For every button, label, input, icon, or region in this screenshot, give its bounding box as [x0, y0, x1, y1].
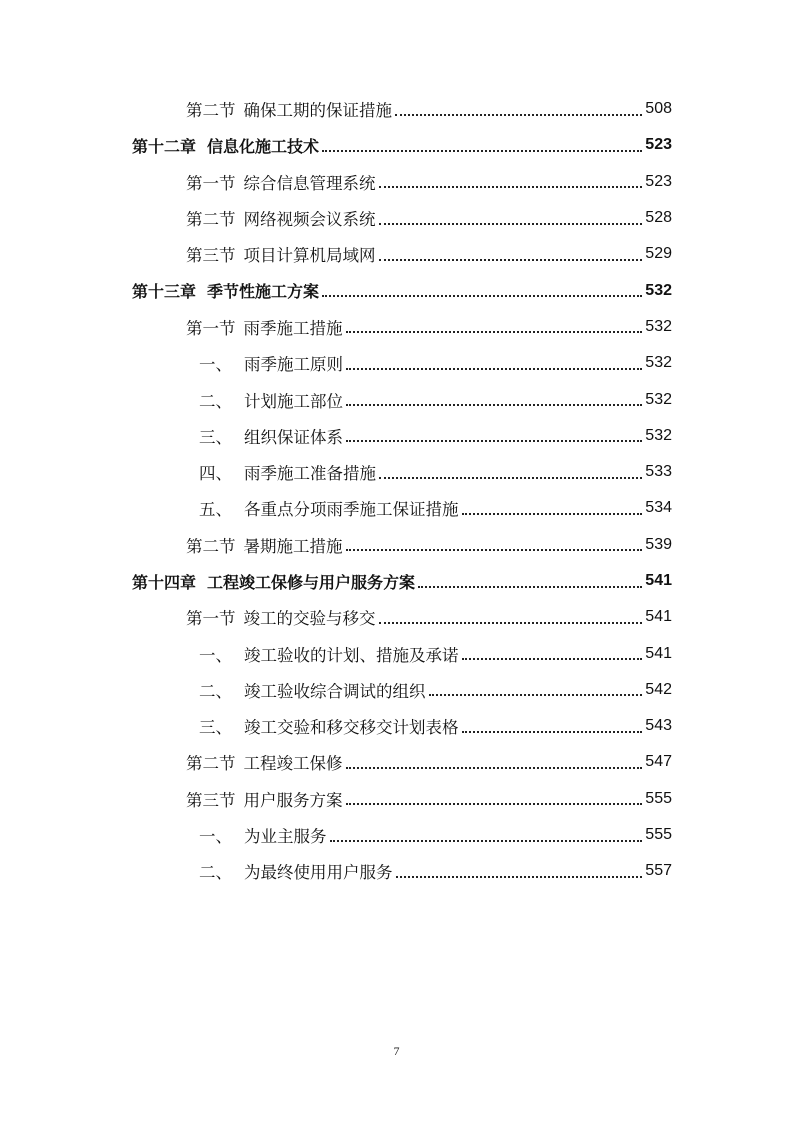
toc-entry-text: 雨季施工原则: [244, 355, 343, 375]
toc-entry-number: 二、: [199, 391, 232, 411]
toc-entry-number: 第二节: [186, 210, 236, 230]
toc-entry-number: 三、: [199, 427, 232, 447]
toc-entry-page: 547: [645, 753, 672, 771]
toc-entry-text: 暑期施工措施: [243, 536, 343, 556]
toc-entry-title: [186, 605, 376, 629]
toc-entry-text: 用户服务方案: [243, 790, 343, 810]
dot-leader: [322, 294, 642, 297]
dot-leader: [379, 258, 643, 261]
toc-entry-page: 528: [645, 209, 672, 227]
toc-entry-title: [199, 823, 327, 847]
dot-leader: [379, 621, 643, 624]
toc-entry-title: [199, 642, 459, 666]
toc-entry-chapter[interactable]: [0, 563, 793, 599]
toc-entry-section[interactable]: [0, 309, 793, 345]
dot-leader: [462, 730, 643, 733]
dot-leader: [395, 113, 642, 116]
toc-entry-title: [199, 714, 459, 738]
toc-entry-number: 第二节: [186, 101, 236, 121]
toc-entry-item[interactable]: [0, 454, 793, 490]
dot-leader: [346, 367, 642, 370]
dot-leader: [379, 222, 643, 225]
toc-entry-page: 532: [645, 426, 672, 444]
toc-entry-page: 508: [645, 100, 672, 118]
dot-leader: [346, 439, 642, 442]
toc-entry-text: 确保工期的保证措施: [243, 101, 392, 121]
toc-entry-section[interactable]: [0, 164, 793, 200]
toc-entry-title: [199, 496, 459, 520]
toc-entry-title: [132, 570, 415, 593]
dot-leader: [346, 802, 643, 805]
toc-entry-page: 555: [645, 789, 672, 807]
toc-entry-title: [186, 750, 343, 774]
toc-entry-item[interactable]: [0, 381, 793, 417]
toc-entry-page: 529: [645, 245, 672, 263]
toc-entry-number: 第二节: [186, 754, 236, 774]
toc-entry-item[interactable]: [0, 418, 793, 454]
toc-entry-section[interactable]: [0, 200, 793, 236]
toc-entry-title: [186, 533, 343, 557]
toc-entry-page: 557: [645, 862, 672, 880]
toc-entry-chapter[interactable]: [0, 272, 793, 308]
dot-leader: [462, 657, 643, 660]
toc-entry-title: [186, 315, 343, 339]
toc-entry-title: [132, 279, 319, 302]
toc-entry-item[interactable]: [0, 708, 793, 744]
toc-entry-number: 一、: [199, 355, 232, 375]
toc-entry-item[interactable]: [0, 672, 793, 708]
toc-entry-text: 项目计算机局域网: [243, 246, 376, 266]
toc-entry-title: [199, 678, 426, 702]
toc-entry-item[interactable]: [0, 853, 793, 889]
toc-entry-page: 532: [645, 390, 672, 408]
toc-entry-page: 543: [645, 717, 672, 735]
toc-entry-title: [199, 424, 343, 448]
toc-entry-text: 雨季施工措施: [243, 318, 343, 338]
toc-entry-page: 523: [645, 136, 672, 154]
toc-entry-number: 第一节: [186, 318, 236, 338]
dot-leader: [346, 548, 643, 551]
toc-entry-text: 竣工的交验与移交: [243, 609, 376, 629]
toc-entry-title: [132, 134, 319, 157]
toc-entry-text: 为最终使用用户服务: [244, 863, 393, 883]
toc-entry-page: 532: [645, 281, 672, 299]
toc-entry-number: 第一节: [186, 609, 236, 629]
toc-entry-text: 各重点分项雨季施工保证措施: [244, 500, 459, 520]
toc-entry-number: 二、: [199, 681, 232, 701]
toc-entry-item[interactable]: [0, 817, 793, 853]
toc-entry-section[interactable]: [0, 236, 793, 272]
toc-entry-number: 第十三章: [132, 282, 197, 302]
toc-entry-title: [186, 242, 376, 266]
toc-entry-page: 542: [645, 680, 672, 698]
toc-entry-item[interactable]: [0, 635, 793, 671]
toc-entry-title: [199, 388, 343, 412]
toc-entry-section[interactable]: [0, 744, 793, 780]
toc-entry-number: 第二节: [186, 536, 236, 556]
toc-entry-number: 第十四章: [132, 572, 197, 592]
dot-leader: [346, 330, 643, 333]
dot-leader: [429, 693, 643, 696]
toc-entry-text: 信息化施工技术: [207, 136, 320, 156]
toc-entry-text: 竣工验收综合调试的组织: [244, 681, 426, 701]
toc-entry-page: 541: [645, 572, 672, 589]
toc-entry-text: 雨季施工准备措施: [244, 464, 376, 484]
toc-entry-number: 第十二章: [132, 136, 197, 156]
dot-leader: [322, 149, 642, 152]
toc-entry-number: 第一节: [186, 173, 236, 193]
toc-entry-text: 竣工验收的计划、措施及承诺: [244, 645, 459, 665]
toc-entry-number: 四、: [199, 464, 232, 484]
dot-leader: [330, 839, 643, 842]
toc-entry-item[interactable]: [0, 345, 793, 381]
toc-entry-page: 541: [645, 644, 672, 662]
toc-entry-section[interactable]: [0, 91, 793, 127]
toc-entry-number: 二、: [199, 863, 232, 883]
toc-entry-item[interactable]: [0, 490, 793, 526]
toc-entry-section[interactable]: [0, 781, 793, 817]
toc-entry-text: 工程竣工保修与用户服务方案: [207, 572, 416, 592]
dot-leader: [418, 585, 642, 588]
toc-entry-number: 第三节: [186, 790, 236, 810]
dot-leader: [379, 476, 642, 479]
toc-entry-title: [186, 787, 343, 811]
dot-leader: [346, 766, 643, 769]
toc-entry-title: [199, 460, 376, 484]
toc-entry-page: 532: [645, 354, 672, 372]
toc-entry-page: 555: [645, 826, 672, 844]
dot-leader: [346, 403, 642, 406]
toc-entry-title: [199, 859, 393, 883]
toc-entry-number: 五、: [199, 500, 232, 520]
toc-entry-title: [186, 206, 376, 230]
toc-entry-text: 竣工交验和移交移交计划表格: [244, 718, 459, 738]
toc-entry-title: [199, 351, 343, 375]
toc-entry-number: 三、: [199, 718, 232, 738]
dot-leader: [379, 185, 643, 188]
toc-entry-chapter[interactable]: [0, 127, 793, 163]
toc-entry-text: 网络视频会议系统: [243, 210, 376, 230]
table-of-contents: [0, 91, 793, 890]
toc-entry-text: 计划施工部位: [244, 391, 343, 411]
toc-entry-page: 534: [645, 499, 672, 517]
toc-entry-page: 539: [645, 535, 672, 553]
toc-entry-number: 一、: [199, 827, 232, 847]
toc-entry-text: 为业主服务: [244, 827, 327, 847]
toc-entry-title: [186, 170, 376, 194]
toc-entry-page: 541: [645, 608, 672, 626]
toc-entry-text: 季节性施工方案: [207, 282, 320, 302]
toc-entry-text: 组织保证体系: [244, 427, 343, 447]
toc-entry-text: 综合信息管理系统: [243, 173, 376, 193]
toc-entry-number: 第三节: [186, 246, 236, 266]
toc-entry-page: 523: [645, 172, 672, 190]
dot-leader: [462, 512, 643, 515]
toc-entry-section[interactable]: [0, 599, 793, 635]
toc-entry-text: 工程竣工保修: [243, 754, 343, 774]
page-number: 7: [393, 1044, 400, 1058]
toc-entry-page: 532: [645, 317, 672, 335]
toc-entry-number: 一、: [199, 645, 232, 665]
toc-entry-page: 533: [645, 463, 672, 481]
toc-entry-section[interactable]: [0, 527, 793, 563]
dot-leader: [396, 875, 643, 878]
toc-entry-title: [186, 97, 392, 121]
